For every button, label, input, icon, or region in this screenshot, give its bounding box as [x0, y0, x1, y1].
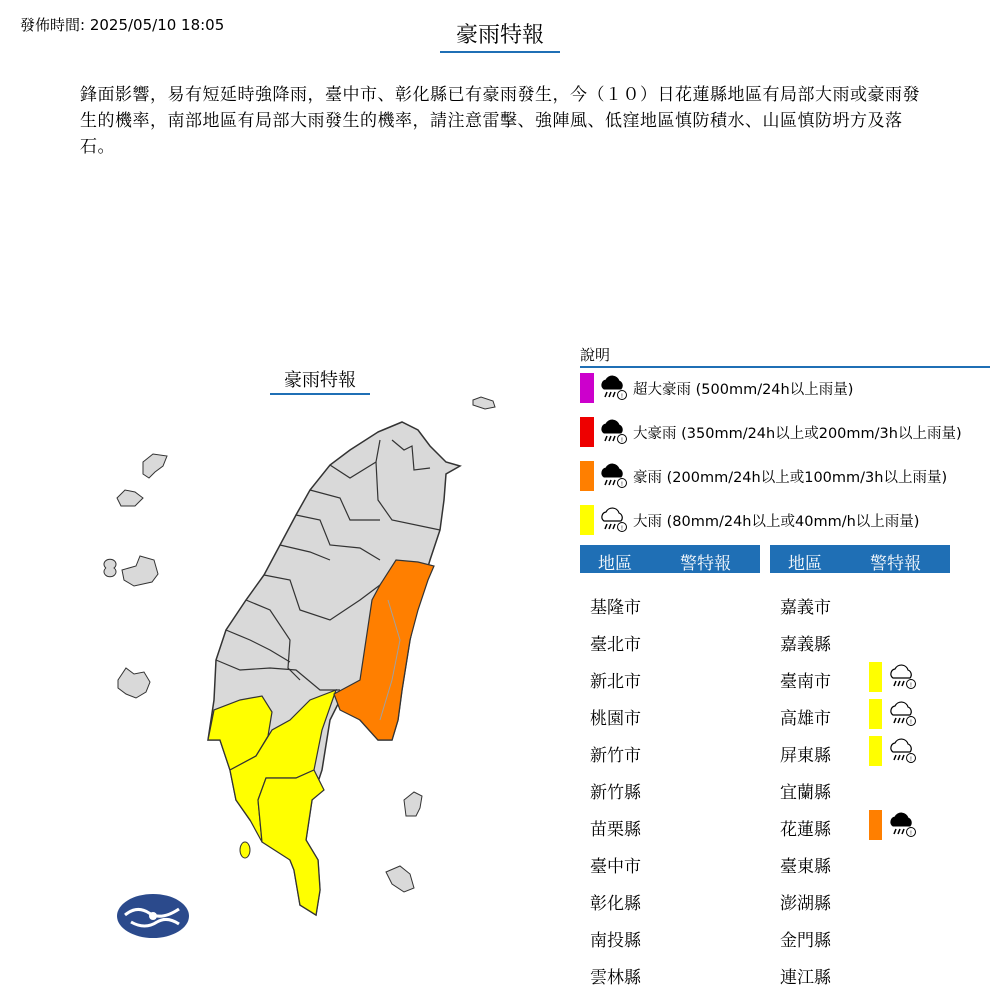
region-hsinchu-city: 新竹市: [590, 746, 641, 766]
cwa-logo-icon: [117, 894, 189, 938]
region-nantou: 南投縣: [590, 931, 641, 951]
island-wuqiu-2: [122, 556, 158, 586]
region-hsinchu-county: 新竹縣: [590, 783, 641, 803]
publish-time: 發佈時間: 2025/05/10 18:05: [20, 16, 225, 34]
island-liuqiu: [240, 842, 250, 858]
heavy-rain-swatch-pingtung: [869, 736, 882, 766]
region-kaohsiung: 高雄市: [780, 709, 831, 729]
region-penghu: 澎湖縣: [780, 894, 831, 914]
legend-label: 大雨 (80mm/24h以上或40mm/h以上雨量): [633, 513, 920, 530]
legend-label: 大豪雨 (350mm/24h以上或200mm/3h以上雨量): [633, 425, 962, 442]
svg-text:!: !: [910, 720, 912, 726]
region-kinmen: 金門縣: [780, 931, 831, 951]
legend-title: 說明: [580, 344, 990, 368]
island-kinmen-2: [117, 490, 143, 506]
region-pingtung: 屏東縣: [780, 746, 831, 766]
heavy-rain-icon: [886, 699, 918, 729]
heavy-rain-icon: [598, 505, 628, 535]
island-penghu: [118, 668, 150, 698]
legend-swatch: [580, 417, 594, 447]
legend-item-heavy-rain: [580, 504, 919, 536]
region-keelung: 基隆市: [590, 598, 641, 618]
region-tainan: 臺南市: [780, 672, 831, 692]
region-taipei: 臺北市: [590, 635, 641, 655]
island-wuqiu: [104, 559, 116, 576]
heavy-rain-swatch-tainan: [869, 662, 882, 692]
page-title: 豪雨特報: [440, 18, 560, 53]
svg-text:!: !: [910, 831, 912, 837]
region-miaoli: 苗栗縣: [590, 820, 641, 840]
region-chiayi-county: 嘉義縣: [780, 635, 831, 655]
region-header: 地區: [788, 554, 822, 574]
torrential-rain-swatch-hualien: [869, 810, 882, 840]
svg-text:!: !: [621, 438, 623, 444]
legend-item-torrential-rain: [580, 460, 947, 492]
heavy-torrential-rain-icon: [598, 417, 628, 447]
svg-text:!: !: [910, 757, 912, 763]
heavy-rain-swatch-kaohsiung: [869, 699, 882, 729]
legend-item-extreme-torrential-rain: [580, 372, 853, 404]
region-taitung: 臺東縣: [780, 857, 831, 877]
island-green: [404, 792, 422, 816]
legend-swatch: [580, 373, 594, 403]
svg-text:!: !: [621, 394, 623, 400]
extreme-torrential-rain-icon: [598, 373, 628, 403]
svg-text:!: !: [910, 683, 912, 689]
heavy-rain-icon: [886, 662, 918, 692]
taiwan-warning-map: [90, 390, 510, 950]
island-kinmen-1: [143, 454, 167, 478]
region-yunlin: 雲林縣: [590, 968, 641, 988]
legend-swatch: [580, 461, 594, 491]
warning-header: 警特報: [680, 554, 731, 574]
svg-text:!: !: [621, 482, 623, 488]
legend-item-heavy-torrential-rain: [580, 416, 962, 448]
region-taichung: 臺中市: [590, 857, 641, 877]
region-chiayi-city: 嘉義市: [780, 598, 831, 618]
legend-label: 超大豪雨 (500mm/24h以上雨量): [633, 381, 854, 398]
map-title: 豪雨特報: [270, 366, 370, 395]
heavy-rain-icon: [886, 736, 918, 766]
island-orchid: [386, 866, 414, 892]
region-changhua: 彰化縣: [590, 894, 641, 914]
region-hualien: 花蓮縣: [780, 820, 831, 840]
legend-label: 豪雨 (200mm/24h以上或100mm/3h以上雨量): [633, 469, 948, 486]
region-header: 地區: [598, 554, 632, 574]
torrential-rain-icon: [886, 810, 918, 840]
svg-text:!: !: [621, 526, 623, 532]
region-taoyuan: 桃園市: [590, 709, 641, 729]
table-header-right: [770, 545, 950, 573]
torrential-rain-icon: [598, 461, 628, 491]
warning-header: 警特報: [870, 554, 921, 574]
region-new-taipei: 新北市: [590, 672, 641, 692]
region-yilan: 宜蘭縣: [780, 783, 831, 803]
region-lienchiang: 連江縣: [780, 968, 831, 988]
warning-description: 鋒面影響，易有短延時強降雨，臺中市、彰化縣已有豪雨發生，今（１０）日花蓮縣地區有局部大雨或豪雨發生的機率，南部地區有局部大雨發生的機率，請注意雷擊、強陣風、低窪地區慎防積水、山區慎防坍方及落石。: [80, 85, 920, 157]
table-header-left: [580, 545, 760, 573]
region-pingtung: [258, 770, 324, 915]
legend-swatch: [580, 505, 594, 535]
island-matsu: [473, 397, 495, 409]
